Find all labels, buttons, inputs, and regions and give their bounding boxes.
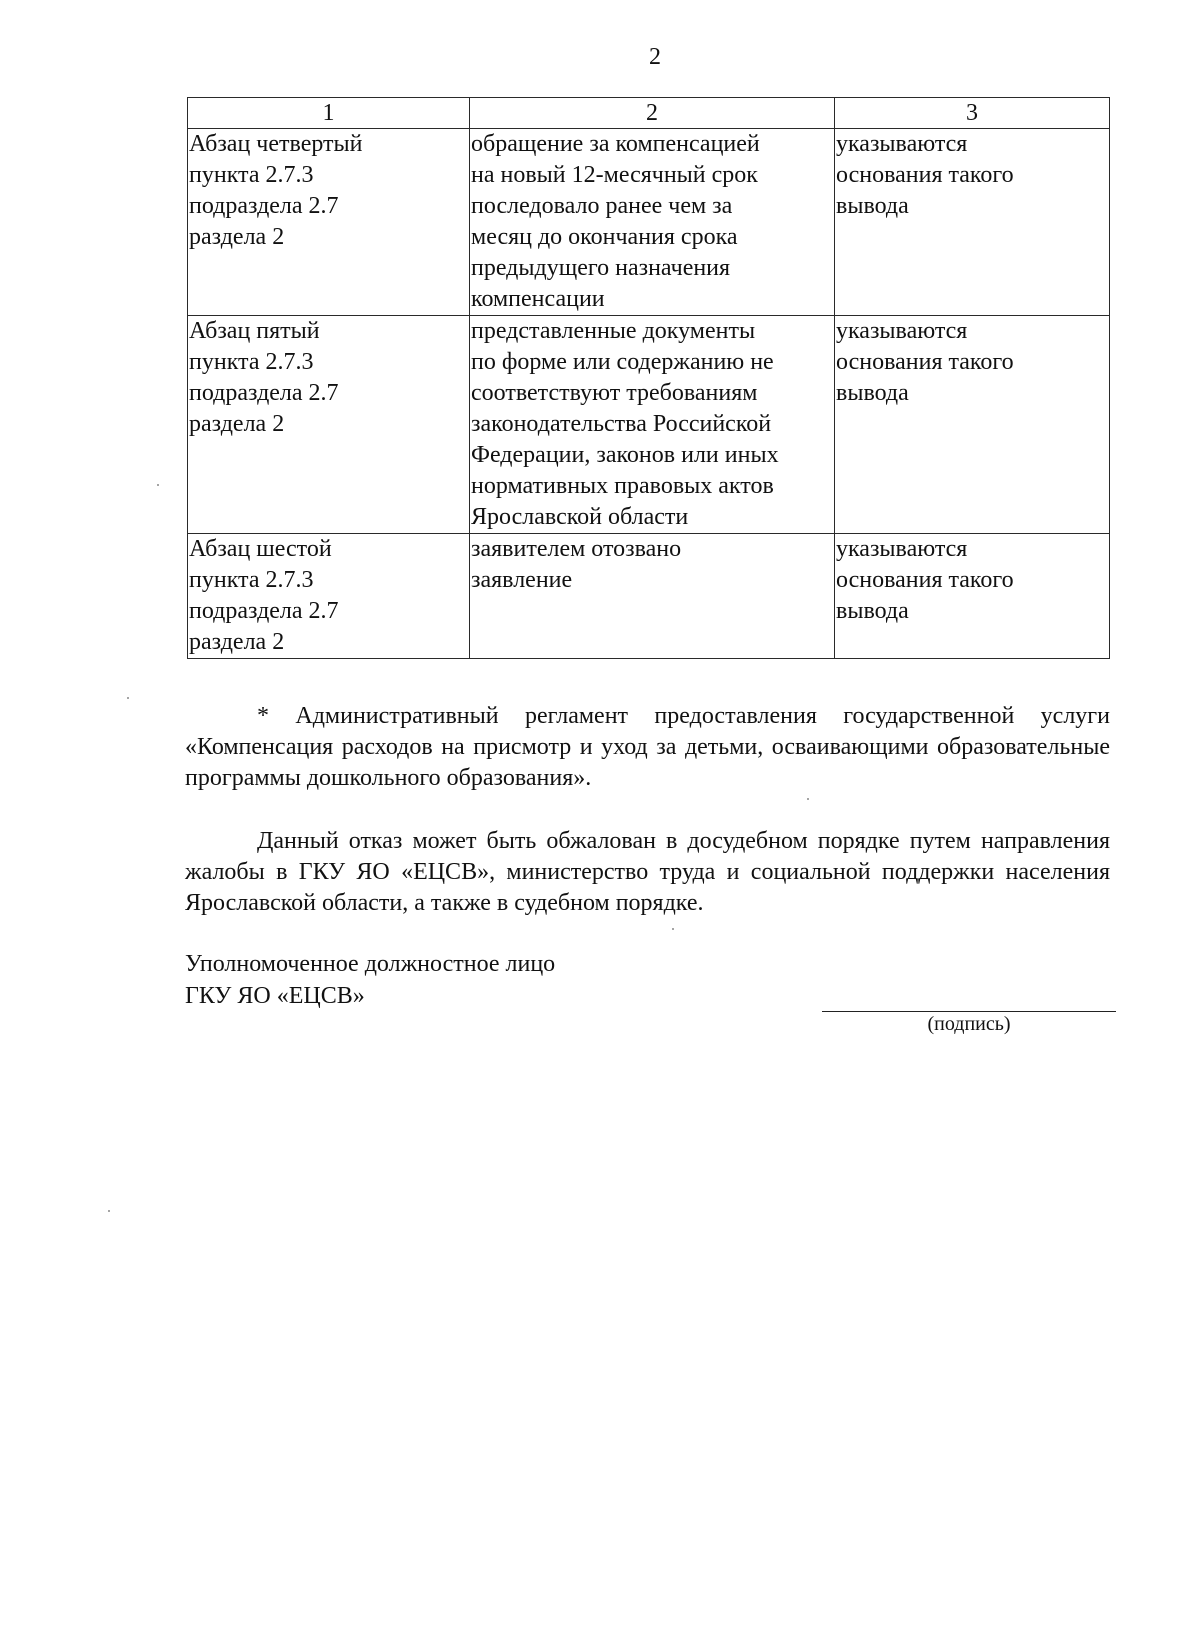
table-header-cell: 3: [835, 98, 1110, 129]
table-cell-explanation: [835, 129, 1110, 316]
signatory-title: Уполномоченное должностное лицо: [185, 951, 556, 977]
footnote-paragraph: * Административный регламент предоставления государственной услуги «Компенсация расходов на присмотр и уход за детьми, осваивающими образовательные программы дошкольного образования».: [185, 703, 1110, 791]
table-row: [188, 129, 1110, 316]
grounds-table: [187, 97, 1110, 659]
table-header-cell: 2: [470, 98, 835, 129]
cell-text: указываются основания такого вывода: [836, 536, 1014, 624]
scan-speck: [108, 1210, 110, 1212]
cell-text: заявителем отозвано заявление: [471, 536, 682, 593]
table-header-row: [188, 98, 1110, 129]
scan-speck: [157, 484, 159, 486]
cell-text: Абзац четвертый пункта 2.7.3 подраздела 2.7 раздела 2: [189, 131, 363, 250]
scan-speck: [127, 697, 129, 699]
cell-text: обращение за компенсацией на новый 12-месячный срок последовало ранее чем за месяц до окончания срока предыдущего назначения компенсации: [471, 131, 760, 312]
table-cell-norm: [188, 129, 470, 316]
page-number: 2: [649, 44, 661, 70]
signatory-block: [185, 948, 555, 1012]
cell-text: указываются основания такого вывода: [836, 131, 1014, 219]
signature-caption: (подпись): [927, 1013, 1011, 1035]
table-cell-norm: [188, 316, 470, 534]
table-cell-explanation: [835, 316, 1110, 534]
table-cell-reason: [470, 129, 835, 316]
scan-speck: [672, 928, 674, 930]
cell-text: указываются основания такого вывода: [836, 318, 1014, 406]
table-row: [188, 316, 1110, 534]
appeal-paragraph: Данный отказ может быть обжалован в досудебном порядке путем направления жалобы в ГКУ ЯО «ЕЦСВ», министерство труда и социальной поддержки населения Ярославской области, а также в судебном порядке.: [185, 828, 1110, 916]
cell-text: представленные документы по форме или содержанию не соответствуют требованиям законодательства Российской Федерации, законов или иных нормативных правовых актов Ярославской области: [471, 318, 779, 530]
signature-line: [822, 1011, 1116, 1012]
table-row: [188, 534, 1110, 659]
table-cell-explanation: [835, 534, 1110, 659]
table-cell-reason: [470, 534, 835, 659]
signatory-organization: ГКУ ЯО «ЕЦСВ»: [185, 983, 365, 1009]
cell-text: Абзац пятый пункта 2.7.3 подраздела 2.7 раздела 2: [189, 318, 339, 437]
scan-speck: [807, 798, 809, 800]
table-cell-reason: [470, 316, 835, 534]
table-header-cell: 1: [188, 98, 470, 129]
table-cell-norm: [188, 534, 470, 659]
cell-text: Абзац шестой пункта 2.7.3 подраздела 2.7 раздела 2: [189, 536, 339, 655]
